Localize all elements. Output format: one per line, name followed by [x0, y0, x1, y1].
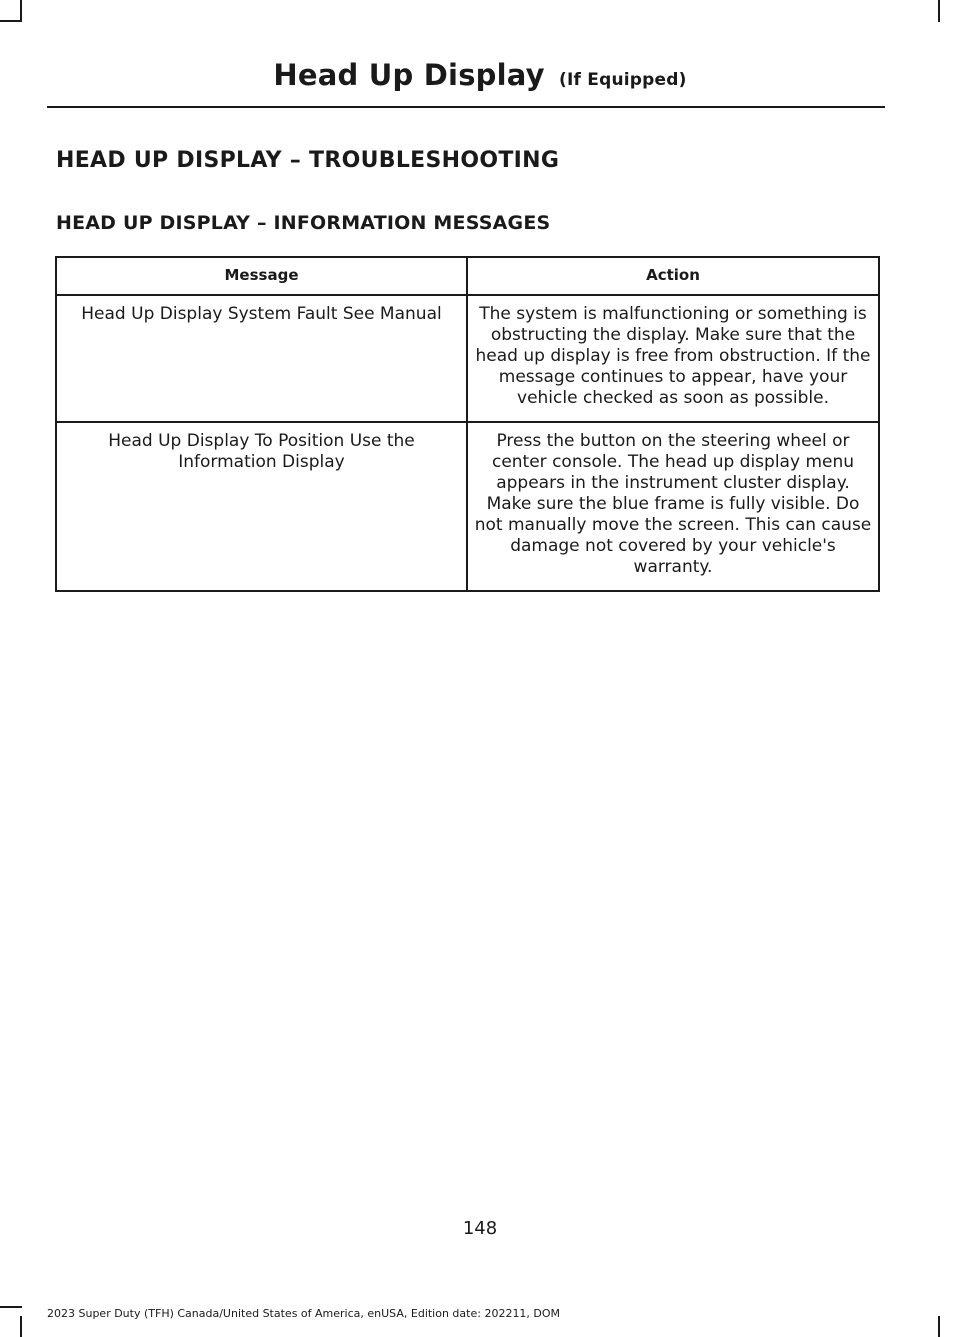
- crop-mark: [20, 0, 22, 22]
- crop-mark: [0, 1306, 22, 1308]
- table-row: [56, 295, 879, 422]
- crop-mark: [938, 0, 940, 22]
- section-subtitle: HEAD UP DISPLAY – INFORMATION MESSAGES: [56, 212, 551, 234]
- crop-mark: [20, 1316, 22, 1337]
- page-number: 148: [462, 1218, 498, 1239]
- crop-mark: [938, 1316, 940, 1337]
- running-header-title: Head Up Display: [273, 58, 545, 92]
- crop-mark: [0, 20, 22, 22]
- section-title: HEAD UP DISPLAY – TROUBLESHOOTING: [56, 148, 560, 173]
- message-cell: Head Up Display To Position Use the Information Display: [56, 422, 467, 591]
- message-cell: Head Up Display System Fault See Manual: [56, 295, 467, 422]
- table-header-row: [56, 257, 879, 295]
- footer-edition-info: 2023 Super Duty (TFH) Canada/United States of America, enUSA, Edition date: 202211, DOM: [47, 1307, 561, 1320]
- action-cell: Press the button on the steering wheel or center console. The head up display menu appears in the instrument cluster display. Make sure the blue frame is fully visible. Do not manually move the screen. This can cause damage not covered by your vehicle's warranty.: [467, 422, 879, 591]
- running-header: [0, 58, 960, 92]
- running-header-qualifier: (If Equipped): [559, 70, 687, 90]
- column-header-message: Message: [56, 257, 467, 295]
- information-messages-table: [55, 256, 880, 592]
- action-cell: The system is malfunctioning or something is obstructing the display. Make sure that the head up display is free from obstruction. If the message continues to appear, have your vehicle checked as soon as possible.: [467, 295, 879, 422]
- table-row: [56, 422, 879, 591]
- column-header-action: Action: [467, 257, 879, 295]
- header-divider: [47, 106, 885, 108]
